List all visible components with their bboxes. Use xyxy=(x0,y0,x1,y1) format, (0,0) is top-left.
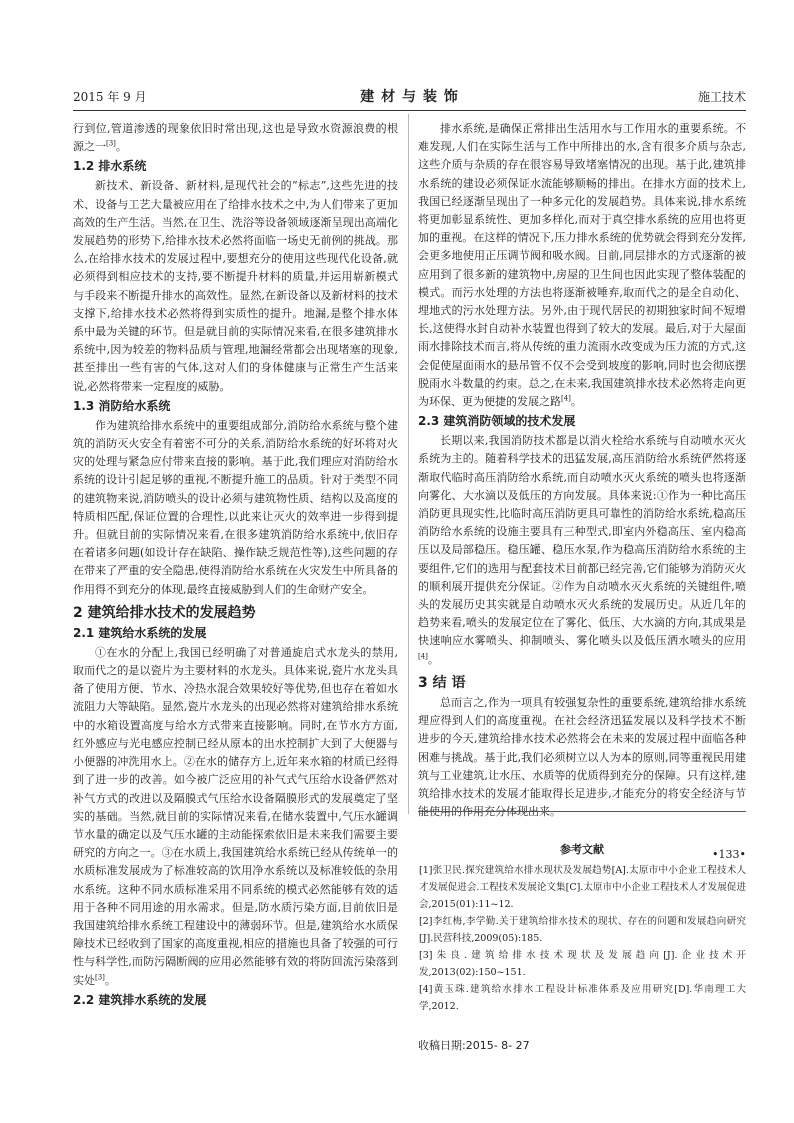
paragraph-fire-tech: 长期以来,我国消防技术都是以消火栓给水系统与自动喷水灭火系统为主的。随着科学技术的迅猛发展,高压消防给水系统俨然将逐渐取代临时高压消防给水系统,而自动喷水灭火系统的喷头也将逐渐向雾化、大水滴以及低压的方向发展。具体来说:①作为一种比高压消防更具现实性,比临时高压消防更具可靠性的消防给水系统,稳高压消防给水系统的设施主要具有三种型式,即室内外稳高压、室内稳高压以及局部稳压。稳压罐、稳压水泵,作为稳高压消防给水系统的主要组件,它们的选用与配套技术目前都已经完善,它们能够为消防灭火的顺利展开提供充分保证。②作为自动喷水灭火系统的关键组件,喷头的发展历史其实就是自动喷水灭火系统的发展历史。从近几年的趋势来看,喷头的发展定位在了雾化、低压、大水滴的方向,其成果是快速响应水雾喷头、抑制喷头、雾化喷头以及低压洒水喷头的应用[4]。 xyxy=(418,434,746,666)
heading-2-1: 2.1 建筑给水系统的发展 xyxy=(73,625,207,640)
paragraph-conclusion: 总而言之,作为一项具有较强复杂性的重要系统,建筑给排水系统理应得到人们的高度重视。在社会经济迅猛发展以及科学技术不断进步的今天,建筑给排水技术必然将会在未来的发展过程中面临各种困难与挑战。基于此,我们必须树立以人为本的原则,同等重视民用建筑与工业建筑,让水压、水质等的优质得到充分的保障。只有这样,建筑给排水技术的发展才能取得长足进步,才能充分的将安全经济与节能使用的作用充分体现出来。 xyxy=(418,695,746,819)
paragraph-drainage: 新技术、新设备、新材料,是现代社会的“标志”,这些先进的技术、设备与工艺大量被应用在了给排水技术之中,为人们带来了更加高效的生产生活。当然,在卫生、洗浴等设备领域逐渐呈现出高端化发展趋势的形势下,给排水技术必然将面临一场史无前例的挑战。那么,在给排水技术的发展过程中,要想充分的使用这些现代化设备,就必须得到相应技术的支持,要不断提升材料的质量,并运用崭新模式与手段来不断提升排水的高效性。显然,在新设备以及新材料的技术支撑下,给排水技术必然将得到实质性的提升。地漏,是整个排水体系中最为关键的环节。但是就目前的实际情况来看,在很多建筑排水系统中,因为较差的物料品质与管理,地漏经常都会出现堵塞的现象,甚至排出一些有害的气体,这对人们的身体健康与正常生产生活来说,必然将带来一定程度的威胁。 xyxy=(73,179,398,393)
heading-1-3: 1.3 消防给水系统 xyxy=(73,398,171,413)
reference-item: [4]黄玉珠.建筑给水排水工程设计标准体系及应用研究[D].华南理工大学,2012. xyxy=(419,983,746,1012)
reference-item: [3]朱良.建筑给排水技术现状及发展趋向[J].企业技术开发,2013(02):150~151. xyxy=(419,949,746,978)
column-divider xyxy=(408,114,409,814)
references-title: 参考文献 xyxy=(560,843,604,857)
page-header xyxy=(73,88,746,108)
paragraph-drainage-development: 排水系统,是确保正常排出生活用水与工作用水的重要系统。不难发现,人们在实际生活与工作中所排出的水,含有很多介质与杂志,这些介质与杂质的存在很容易导致堵塞情况的出现。基于此,建筑排水系统的建设必须保证水流能够顺畅的排出。在排水方面的技术上,我国已经逐渐呈现出了一种多元化的发展趋势。具体来说,排水系统将更加彰显系统性、更加多样化,而对于真空排水系统的应用也将更加的重视。在这样的情况下,压力排水系统的优势就会得到充分发挥,会更多地使用正压调节阀和吸水阀。目前,同层排水的方式逐渐的被应用到了很多新的建筑物中,房屋的卫生间也因此实现了整体装配的模式。而污水处理的方法也将逐渐被唾弃,取而代之的是全自动化、埋地式的污水处理方法。另外,由于现代居民的初期独家时间不短增长,这使得水封自动补水装置也得到了较大的发展。最后,对于大屋面雨水排除技术而言,将从传统的重力流雨水改变成为压力流的方式,这会促使屋面雨水的悬吊管不仅不会受到坡度的影响,同时也会彻底摆脱雨水斗数量的约束。总之,在未来,我国建筑排水技术必然将走向更为环保、更为便捷的发展之路[4]。 xyxy=(418,122,746,409)
page-number: •133• xyxy=(712,848,746,861)
heading-3: 3 结 语 xyxy=(418,674,466,691)
citation: [4] xyxy=(561,394,571,403)
heading-1-2: 1.2 排水系统 xyxy=(73,159,147,174)
intro-continuation: 行到位,管道渗透的现象依旧时常出现,这也是导致水资源浪费的根源之一[3]。 xyxy=(73,122,398,154)
citation: [3] xyxy=(95,972,105,981)
journal-logo: 建 材 与 装 饰 xyxy=(360,89,459,105)
heading-2-2: 2.2 建筑排水系统的发展 xyxy=(73,992,207,1007)
footer-rule xyxy=(418,811,746,812)
citation: [3] xyxy=(106,139,116,148)
heading-2: 2 建筑给排水技术的发展趋势 xyxy=(73,604,256,621)
left-column xyxy=(73,120,398,1011)
references-list xyxy=(418,862,746,1015)
issue-date: 2015 年 9 月 xyxy=(73,90,147,104)
received-date: 收稿日期:2015- 8- 27 xyxy=(418,1038,530,1052)
paragraph-fire-water: 作为建筑给排水系统中的重要组成部分,消防给水系统与整个建筑的消防灭火安全有着密不可分的关系,消防给水系统的好坏将对火灾的处理与紧急应付带来直接的影响。基于此,我们理应对消防给水系统的设计引起足够的重视,不断提升施工的品质。针对于类型不同的建筑物来说,消防喷头的设计必须与建筑物性质、结构以及高度的特质相匹配,保证位置的合理性,以此来让灭火的效率进一步得到提升。但就目前的实际情况来看,在很多建筑消防给水系统中,依旧存在着诸多问题(如设计存在缺陷、操作缺乏规范性等),这些问题的存在带来了严重的安全隐患,使得消防给水系统在火灾发生中所具备的作用得不到充分的体现,最终直接威胁到人们的生命财产安全。 xyxy=(73,418,398,596)
section-name: 施工技术 xyxy=(697,90,746,104)
reference-item: [2]李红梅,李学勤.关于建筑给排水技术的现状、存在的问题和发展趋向研究[J].民营科技,2009(05):185. xyxy=(419,915,746,944)
header-rule xyxy=(73,110,746,111)
heading-2-3: 2.3 建筑消防领域的技术发展 xyxy=(418,414,576,429)
reference-item: [1]张卫民.探究建筑给水排水现状及发展趋势[A].太原市中小企业工程技术人才发展促进会.工程技术发展论文集[C].太原市中小企业工程技术人才发展促进会,2015(01):11~12. xyxy=(419,864,746,910)
paragraph-supply-development: ①在水的分配上,我国已经明确了对普通旋启式水龙头的禁用,取而代之的是以瓷片为主要材料的水龙头。具体来说,瓷片水龙头具备了使用方便、节水、冷热水混合效果较好等优势,但也存在着如水流阻力大等缺陷。显然,瓷片水龙头的出现必然将对建筑给排水系统中的水箱设置高度与给水方式带来直接影响。同时,在节水方方面,红外感应与光电感应控制已经从原本的出水控制扩大到了大便器与小便器的冲洗用水上。②在水的储存方上,近年来水箱的材质已经得到了进一步的改善。如今被广泛应用的补气式气压给水设备俨然对补气方式的改进以及隔膜式气压给水设备隔膜形式的发展奠定了坚实的基础。当然,就目前的实际情况来看,在储水装置中,气压水罐调节水量的确定以及气压水罐的主动能探索依旧是未来我们需要主要研究的方向之一。③在水质上,我国建筑给水系统已经从传统单一的水质标准发展成为了标准较高的饮用净水系统以及标准较低的杂用水系统。这种不同水质标准采用不同系统的模式必然能够有效的适用于各种不同用途的用水需求。但是,防水质污染方面,目前依旧是我国建筑给排水系统工程建设中的薄弱环节。但是,建筑给水水质保障技术已经收到了国家的高度重视,相应的措施也具备了较强的可行性与科学性,而防污隔断阀的应用必然能够有效的将防回流污染落到实处[3]。 xyxy=(73,645,398,987)
right-column xyxy=(418,120,746,1055)
citation: [4] xyxy=(418,652,428,661)
